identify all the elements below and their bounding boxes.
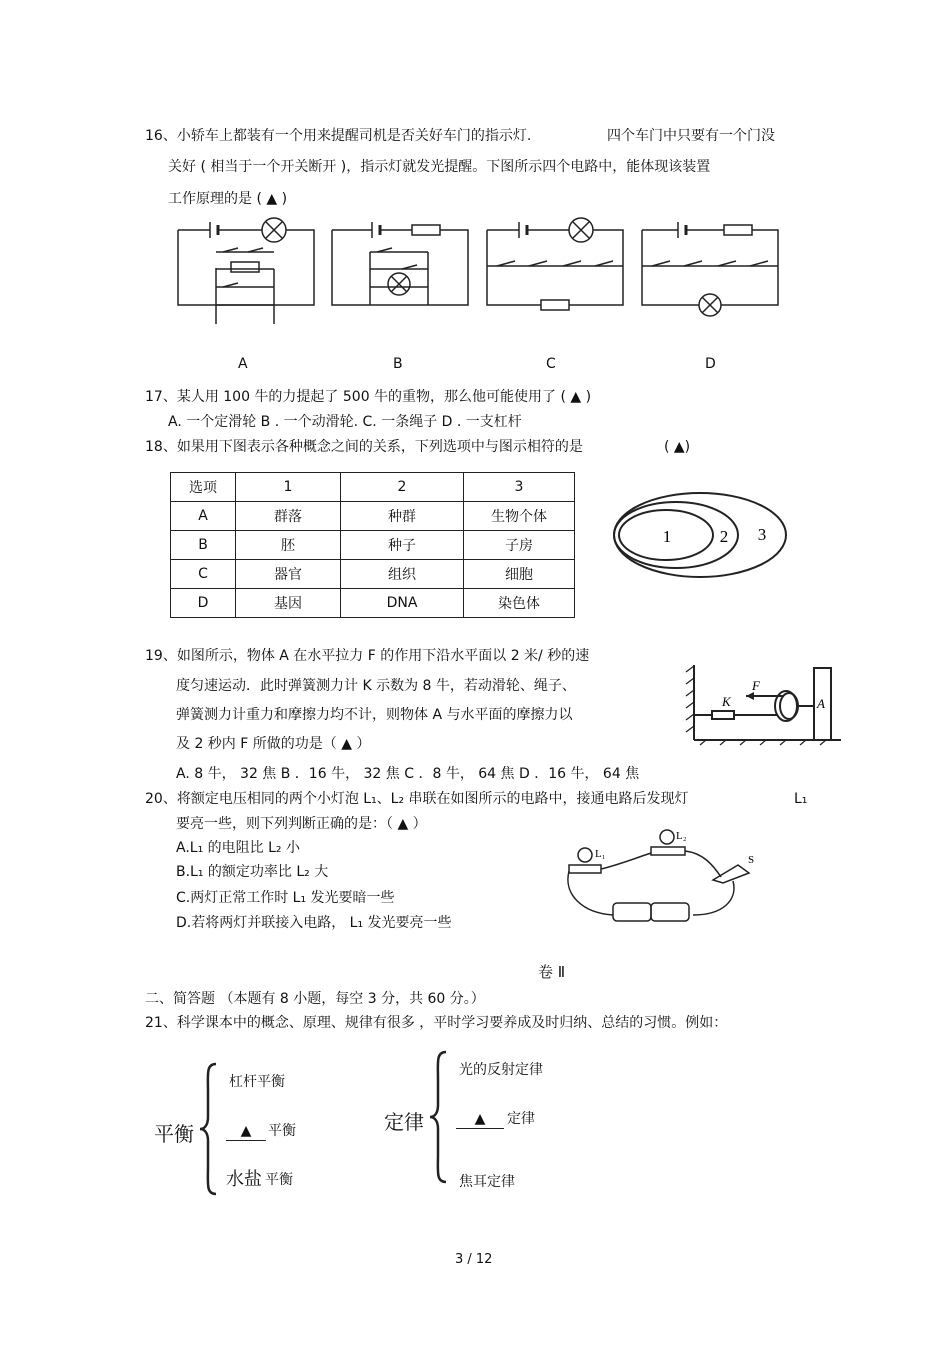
circuit-label-a: A <box>238 356 248 372</box>
circuit-c-diagram <box>487 214 627 309</box>
label-k: K <box>722 694 731 709</box>
q16-line2: 关好 ( 相当于一个开关断开 )，指示灯就发光提醒。下图所示四个电路中，能体现该装置 <box>168 159 711 175</box>
q17-stem: 17、某人用 100 牛的力提起了 500 牛的重物，那么他可能使用了 ( ▲ ) <box>145 389 592 405</box>
table-cell: DNA <box>341 589 464 618</box>
q21-left-blank: ▲ <box>226 1122 266 1141</box>
table-cell: 组织 <box>341 560 464 589</box>
table-cell: 种群 <box>341 502 464 531</box>
q21-right-item-2: 定律 <box>507 1111 535 1127</box>
table-cell: 群落 <box>236 502 341 531</box>
section-heading: 二、简答题 （本题有 8 小题，每空 3 分，共 60 分。） <box>145 991 485 1007</box>
label-f: F <box>752 678 760 693</box>
circuit-label-c: C <box>546 356 556 372</box>
table-cell: 子房 <box>464 531 575 560</box>
ellipse-label-1: 1 <box>662 527 672 546</box>
table-header-row <box>171 473 575 502</box>
q19-pulley-diagram <box>686 660 846 745</box>
q19-line2: 度匀速运动．此时弹簧测力计 K 示数为 8 牛，若动滑轮、绳子、 <box>176 678 576 694</box>
table-cell: 生物个体 <box>464 502 575 531</box>
table-cell: 器官 <box>236 560 341 589</box>
q18-answer: ( ▲) <box>664 439 691 455</box>
q21-left-item-1: 杠杆平衡 <box>229 1074 285 1090</box>
q21-left-item-3b: 平衡 <box>265 1172 293 1188</box>
q20-line1: 20、将额定电压相同的两个小灯泡 L₁、L₂ 串联在如图所示的电路中，接通电路后发现灯 <box>145 791 689 807</box>
q20-circuit-diagram <box>563 825 763 925</box>
q19-line4: 及 2 秒内 F 所做的功是（ ▲ ） <box>176 736 371 752</box>
q19-line3: 弹簧测力计重力和摩擦力均不计，则物体 A 与水平面的摩擦力以 <box>176 707 573 723</box>
circuit-a-diagram <box>178 214 318 309</box>
q20-line2: 要亮一些，则下列判断正确的是：（ ▲ ） <box>176 816 427 832</box>
q21-left-item-3a: 水盐 <box>226 1169 262 1190</box>
q18-options-table <box>170 472 575 618</box>
table-cell: D <box>171 589 236 618</box>
table-header-cell: 2 <box>341 473 464 502</box>
ellipse-label-3: 3 <box>757 525 767 544</box>
table-header-cell: 1 <box>236 473 341 502</box>
table-row <box>171 531 575 560</box>
ellipse-label-2: 2 <box>719 527 729 546</box>
table-row <box>171 589 575 618</box>
q21-right-blank: ▲ <box>456 1110 504 1129</box>
q16-line3: 工作原理的是 ( ▲ ) <box>168 191 288 207</box>
label-a: A <box>817 696 825 711</box>
section-title: 卷 Ⅱ <box>538 963 566 981</box>
q16-line1: 16、小轿车上都装有一个用来提醒司机是否关好车门的指示灯. <box>145 128 532 144</box>
q20-option-c: C.两灯正常工作时 L₁ 发光要暗一些 <box>176 890 395 906</box>
q21-right-title: 定律 <box>384 1110 424 1134</box>
label-l2: L₂ <box>676 830 687 842</box>
q17-options: A. 一个定滑轮 B . 一个动滑轮. C. 一条绳子 D . 一支杠杆 <box>168 414 522 430</box>
circuit-d-diagram <box>642 214 782 309</box>
label-l1: L₁ <box>595 848 606 860</box>
page-number: 3 / 12 <box>455 1252 493 1267</box>
table-header-cell: 选项 <box>171 473 236 502</box>
table-cell: 染色体 <box>464 589 575 618</box>
table-cell: A <box>171 502 236 531</box>
right-brace-icon <box>428 1050 448 1184</box>
q21-left-title: 平衡 <box>154 1122 194 1146</box>
table-header-cell: 3 <box>464 473 575 502</box>
q21-right-item-1: 光的反射定律 <box>459 1062 543 1078</box>
table-row <box>171 502 575 531</box>
table-cell: 细胞 <box>464 560 575 589</box>
q20-option-d: D.若将两灯并联接入电路， L₁ 发光要亮一些 <box>176 915 452 931</box>
table-cell: 胚 <box>236 531 341 560</box>
table-cell: B <box>171 531 236 560</box>
q19-options: A. 8 牛， 32 焦 B ．16 牛， 32 焦 C ．8 牛， 64 焦 D ．16 牛， 64 焦 <box>176 766 640 782</box>
q21-right-item-3: 焦耳定律 <box>459 1174 515 1190</box>
q20-line1-cont: L₁ <box>794 791 808 807</box>
table-cell: C <box>171 560 236 589</box>
table-row <box>171 560 575 589</box>
q21-stem: 21、科学课本中的概念、原理、规律有很多 ，平时学习要养成及时归纳、总结的习惯。例如： <box>145 1015 728 1031</box>
q21-left-item-2: 平衡 <box>268 1123 296 1139</box>
left-brace-icon <box>198 1062 218 1196</box>
q18-ellipse-diagram <box>612 490 792 580</box>
label-s: S <box>748 854 755 866</box>
table-cell: 基因 <box>236 589 341 618</box>
table-cell: 种子 <box>341 531 464 560</box>
q20-option-b: B.L₁ 的额定功率比 L₂ 大 <box>176 864 329 880</box>
q16-line1-cont: 四个车门中只要有一个门没 <box>607 128 775 144</box>
circuit-label-d: D <box>705 356 716 372</box>
q20-option-a: A.L₁ 的电阻比 L₂ 小 <box>176 840 300 856</box>
q18-stem: 18、如果用下图表示各种概念之间的关系，下列选项中与图示相符的是 <box>145 439 583 455</box>
circuit-label-b: B <box>393 356 403 372</box>
circuit-b-diagram <box>332 214 472 309</box>
q19-line1: 19、如图所示，物体 A 在水平拉力 F 的作用下沿水平面以 2 米/ 秒的速 <box>145 648 590 664</box>
